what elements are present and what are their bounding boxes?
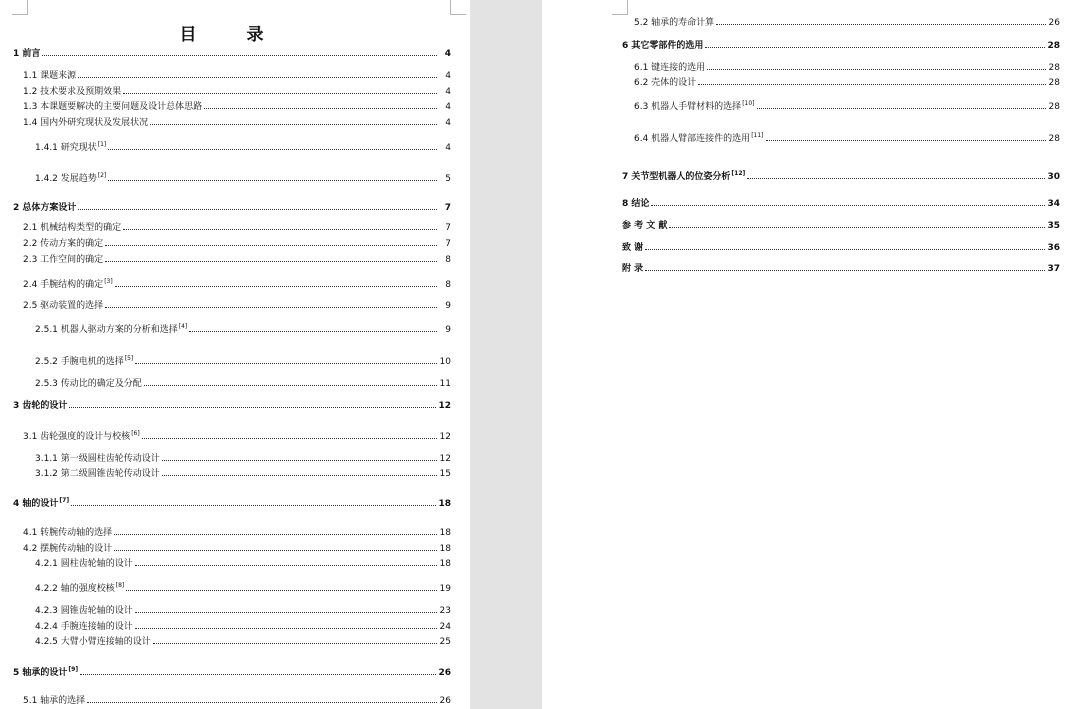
toc-entry[interactable] (35, 636, 451, 648)
toc-entry[interactable] (35, 324, 451, 337)
toc-entry[interactable] (622, 171, 1060, 184)
toc-entry[interactable] (634, 17, 1060, 29)
toc-entry[interactable] (23, 254, 451, 266)
toc-entry-title: 5 轴承的设计 (13, 668, 68, 678)
toc-dot-leader (651, 205, 1045, 206)
toc-dot-leader (645, 249, 1045, 250)
toc-entry-title: 4.2.2 轴的强度校核 (35, 584, 115, 594)
toc-dot-leader (135, 363, 437, 364)
toc-entry-label (35, 605, 133, 617)
toc-entry-label (622, 198, 649, 210)
toc-entry[interactable] (13, 667, 451, 680)
toc-entry-page-number: 26 (439, 696, 451, 706)
toc-entry-title: 1.3 本课题要解决的主要问题及设计总体思路 (23, 102, 203, 112)
toc-entry-title: 4.2.4 手腕连接轴的设计 (35, 622, 133, 632)
toc-entry-page-number: 15 (439, 469, 451, 479)
toc-dot-leader (108, 149, 437, 150)
toc-entry-title: 2.5.2 手腕电机的选择 (35, 357, 124, 367)
toc-entry-citation: [3] (104, 278, 113, 285)
toc-entry-page-number: 28 (1048, 78, 1060, 88)
toc-entry-title: 2 总体方案设计 (13, 203, 77, 213)
toc-entry-label (35, 356, 133, 369)
toc-entry[interactable] (634, 62, 1060, 74)
toc-entry-title: 5.1 轴承的选择 (23, 696, 86, 706)
toc-entry[interactable] (35, 468, 451, 480)
toc-entry[interactable] (13, 202, 451, 214)
toc-entry-page-number: 5 (445, 174, 451, 184)
toc-entry-page-number: 26 (438, 668, 451, 678)
toc-entry-label (35, 142, 106, 155)
toc-entry-title: 参 考 文 献 (622, 221, 668, 231)
toc-entry[interactable] (23, 279, 451, 292)
toc-entry-title: 6.4 机器人臂部连接件的选用 (634, 134, 751, 144)
toc-entry[interactable] (23, 300, 451, 312)
toc-entry-page-number: 4 (445, 71, 451, 81)
toc-entry[interactable] (35, 173, 451, 186)
toc-dot-leader (716, 24, 1046, 25)
toc-dot-leader (150, 124, 437, 125)
toc-entry[interactable] (634, 133, 1060, 146)
toc-entry-citation: [6] (131, 430, 140, 437)
toc-entry[interactable] (23, 543, 451, 555)
toc-entry-page-number: 9 (445, 325, 451, 335)
toc-dot-leader (105, 261, 437, 262)
toc-entry[interactable] (13, 400, 451, 412)
toc-entry-label (23, 101, 202, 113)
toc-entry[interactable] (622, 220, 1060, 232)
toc-entry-label (622, 242, 643, 254)
toc-entry-page-number: 26 (1048, 18, 1060, 28)
toc-dot-leader (669, 227, 1045, 228)
toc-entry-label (13, 202, 76, 214)
toc-entry-label (23, 70, 76, 82)
toc-entry-page-number: 34 (1047, 199, 1060, 209)
toc-entry-page-number: 11 (439, 379, 451, 389)
toc-entry-title: 1 前言 (13, 49, 41, 59)
toc-entry-page-number: 28 (1048, 134, 1060, 144)
toc-entry-page-number: 12 (438, 401, 451, 411)
toc-entry-page-number: 37 (1047, 264, 1060, 274)
toc-entry-page-number: 4 (445, 143, 451, 153)
toc-entry-page-number: 18 (439, 528, 451, 538)
toc-entry-page-number: 18 (439, 559, 451, 569)
toc-entry-title: 6 其它零部件的选用 (622, 41, 704, 51)
toc-entry-label (634, 133, 764, 146)
toc-entry-title: 致 谢 (622, 243, 644, 253)
toc-entry-label (23, 431, 140, 444)
toc-dot-leader (705, 47, 1045, 48)
toc-entry-label (13, 667, 78, 680)
toc-entry-label (23, 254, 103, 266)
toc-dot-leader (153, 643, 437, 644)
toc-entry-title: 1.4.2 发展趋势 (35, 174, 97, 184)
toc-dot-leader (162, 475, 437, 476)
toc-entry[interactable] (35, 356, 451, 369)
toc-dot-leader (135, 628, 437, 629)
toc-dot-leader (114, 550, 437, 551)
toc-entry-label (634, 101, 755, 114)
toc-entry-page-number: 7 (444, 203, 451, 213)
toc-title: 目 录 (179, 25, 286, 45)
toc-dot-leader (204, 108, 437, 109)
toc-entry-label (35, 468, 160, 480)
toc-entry[interactable] (35, 621, 451, 633)
toc-entry-page-number: 9 (445, 301, 451, 311)
toc-dot-leader (80, 674, 436, 675)
toc-entry-page-number: 12 (439, 432, 451, 442)
toc-entry-page-number: 28 (1048, 102, 1060, 112)
toc-entry-label (634, 77, 696, 89)
toc-entry-title: 3.1.1 第一级圆柱齿轮传动设计 (35, 454, 160, 464)
toc-entry-label (35, 558, 133, 570)
toc-entry-label (622, 220, 667, 232)
toc-entry-label (622, 263, 643, 275)
toc-entry-label (35, 378, 142, 390)
toc-entry-citation: [7] (59, 497, 70, 504)
toc-entry-page-number: 19 (439, 584, 451, 594)
toc-entry[interactable] (35, 378, 451, 390)
toc-entry-page-number: 30 (1047, 172, 1060, 182)
toc-entry[interactable] (634, 101, 1060, 114)
toc-entry-title: 7 关节型机器人的位姿分析 (622, 172, 731, 182)
toc-entry-page-number: 4 (445, 102, 451, 112)
toc-dot-leader (135, 565, 437, 566)
toc-entry-title: 3.1 齿轮强度的设计与校核 (23, 432, 131, 442)
toc-entry-page-number: 10 (439, 357, 451, 367)
toc-dot-leader (707, 69, 1046, 70)
toc-entry-label (13, 48, 40, 60)
toc-entry-title: 6.2 壳体的设计 (634, 78, 697, 88)
toc-entry[interactable] (23, 101, 451, 113)
page-gutter (470, 0, 542, 709)
toc-entry[interactable] (35, 453, 451, 465)
toc-entry-label (35, 583, 124, 596)
toc-entry[interactable] (35, 583, 451, 596)
toc-dot-leader (105, 245, 437, 246)
toc-entry-page-number: 25 (439, 637, 451, 647)
toc-entry[interactable] (23, 70, 451, 82)
toc-entry-title: 3.1.2 第二级圆锥齿轮传动设计 (35, 469, 160, 479)
toc-entry-label (23, 527, 112, 539)
toc-entry-title: 2.3 工作空间的确定 (23, 255, 104, 265)
toc-entry[interactable] (35, 605, 451, 617)
crop-mark-top-left (612, 0, 628, 15)
toc-entry-citation: [8] (115, 582, 125, 589)
toc-entry-page-number: 18 (439, 544, 451, 554)
toc-entry-citation: [5] (124, 355, 134, 362)
toc-entry-label (622, 40, 703, 52)
toc-entry-page-number: 8 (445, 255, 451, 265)
toc-dot-leader (142, 438, 437, 439)
toc-entry-title: 2.1 机械结构类型的确定 (23, 223, 122, 233)
toc-entry[interactable] (23, 222, 451, 234)
toc-entry[interactable] (13, 48, 451, 60)
toc-entry-title: 附 录 (622, 264, 644, 274)
toc-entry-label (23, 86, 121, 98)
toc-entry-page-number: 4 (445, 118, 451, 128)
toc-entry-citation: [4] (178, 323, 188, 330)
toc-entry-title: 4.1 转腕传动轴的选择 (23, 528, 113, 538)
toc-dot-leader (42, 55, 437, 56)
toc-entry[interactable] (35, 142, 451, 155)
toc-entry-page-number: 18 (438, 499, 451, 509)
toc-dot-leader (71, 505, 436, 506)
toc-entry-title: 4.2.1 圆柱齿轮轴的设计 (35, 559, 133, 569)
toc-dot-leader (747, 178, 1045, 179)
toc-entry-citation: [2] (97, 172, 107, 179)
toc-dot-leader (766, 140, 1046, 141)
toc-dot-leader (69, 407, 436, 408)
toc-entry-label (35, 621, 133, 633)
toc-entry-title: 4 轴的设计 (13, 499, 59, 509)
toc-entry-citation: [10] (742, 100, 755, 107)
toc-dot-leader (78, 77, 437, 78)
toc-entry-title: 2.5.1 机器人驱动方案的分析和选择 (35, 325, 178, 335)
crop-mark-top-left (12, 0, 28, 15)
toc-entry[interactable] (13, 498, 451, 511)
toc-entry-label (23, 238, 103, 250)
toc-entry-title: 1.2 技术要求及预期效果 (23, 87, 122, 97)
toc-dot-leader (78, 209, 437, 210)
toc-entry-title: 3 齿轮的设计 (13, 401, 68, 411)
toc-entry-label (23, 117, 148, 129)
toc-entry-label (13, 498, 69, 511)
toc-entry-page-number: 7 (445, 239, 451, 249)
toc-entry-label (634, 62, 705, 74)
toc-entry-label (634, 17, 714, 29)
toc-entry[interactable] (23, 117, 451, 129)
toc-entry-label (35, 453, 160, 465)
toc-entry-page-number: 12 (439, 454, 451, 464)
toc-entry-title: 4.2 摆腕传动轴的设计 (23, 544, 113, 554)
toc-entry-label (23, 279, 113, 292)
toc-entry-page-number: 28 (1048, 63, 1060, 73)
toc-entry-title: 1.4 国内外研究现状及发展状况 (23, 118, 149, 128)
toc-entry-title: 8 结论 (622, 199, 650, 209)
toc-entry-citation: [11] (751, 132, 764, 139)
toc-entry-page-number: 23 (439, 606, 451, 616)
toc-entry[interactable] (35, 558, 451, 570)
toc-entry-page-number: 28 (1047, 41, 1060, 51)
toc-entry-citation: [1] (97, 141, 107, 148)
document-page-right (542, 0, 1087, 709)
toc-entry[interactable] (622, 198, 1060, 210)
toc-entry-page-number: 7 (445, 223, 451, 233)
toc-entry-page-number: 36 (1047, 243, 1060, 253)
toc-dot-leader (87, 702, 437, 703)
toc-dot-leader (123, 93, 437, 94)
toc-entry[interactable] (622, 40, 1060, 52)
toc-dot-leader (123, 229, 437, 230)
toc-dot-leader (189, 331, 437, 332)
toc-entry-label (622, 171, 745, 184)
toc-entry-page-number: 4 (444, 49, 451, 59)
toc-entry[interactable] (634, 77, 1060, 89)
toc-entry-title: 4.2.3 圆锥齿轮轴的设计 (35, 606, 133, 616)
toc-entry-label (23, 300, 103, 312)
toc-dot-leader (114, 534, 437, 535)
toc-entry-label (23, 222, 121, 234)
toc-entry-title: 2.4 手腕结构的确定 (23, 280, 104, 290)
toc-entry-page-number: 8 (445, 280, 451, 290)
toc-entry-title: 6.1 键连接的选用 (634, 63, 706, 73)
toc-entry[interactable] (622, 242, 1060, 254)
toc-entry-citation: [12] (731, 170, 746, 177)
toc-entry[interactable] (23, 527, 451, 539)
toc-dot-leader (108, 180, 437, 181)
crop-mark-top-right (450, 0, 466, 15)
toc-entry[interactable] (23, 695, 451, 707)
toc-entry-page-number: 4 (445, 87, 451, 97)
toc-entry-label (35, 324, 187, 337)
toc-dot-leader (698, 84, 1046, 85)
toc-entry-title: 2.5.3 传动比的确定及分配 (35, 379, 142, 389)
toc-dot-leader (105, 307, 437, 308)
toc-entry-citation: [9] (68, 666, 79, 673)
toc-entry[interactable] (23, 431, 451, 444)
toc-dot-leader (115, 286, 437, 287)
toc-entry-label (35, 173, 106, 186)
toc-dot-leader (126, 590, 437, 591)
toc-entry[interactable] (23, 86, 451, 98)
toc-dot-leader (162, 460, 437, 461)
toc-entry-title: 1.4.1 研究现状 (35, 143, 97, 153)
toc-entry-label (23, 543, 112, 555)
toc-entry-label (13, 400, 67, 412)
toc-dot-leader (645, 270, 1045, 271)
toc-entry-title: 6.3 机器人手臂材料的选择 (634, 102, 742, 112)
toc-entry-label (23, 695, 85, 707)
toc-entry[interactable] (622, 263, 1060, 275)
toc-entry-page-number: 35 (1047, 221, 1060, 231)
toc-dot-leader (144, 385, 437, 386)
toc-dot-leader (135, 612, 437, 613)
toc-entry-title: 5.2 轴承的寿命计算 (634, 18, 715, 28)
toc-entry-title: 2.2 传动方案的确定 (23, 239, 104, 249)
toc-entry-page-number: 24 (439, 622, 451, 632)
toc-entry-title: 1.1 课题来源 (23, 71, 77, 81)
toc-entry[interactable] (23, 238, 451, 250)
toc-entry-title: 4.2.5 大臂小臂连接轴的设计 (35, 637, 151, 647)
document-page-left (0, 0, 470, 709)
toc-entry-title: 2.5 驱动装置的选择 (23, 301, 104, 311)
toc-entry-label (35, 636, 151, 648)
toc-dot-leader (757, 108, 1046, 109)
